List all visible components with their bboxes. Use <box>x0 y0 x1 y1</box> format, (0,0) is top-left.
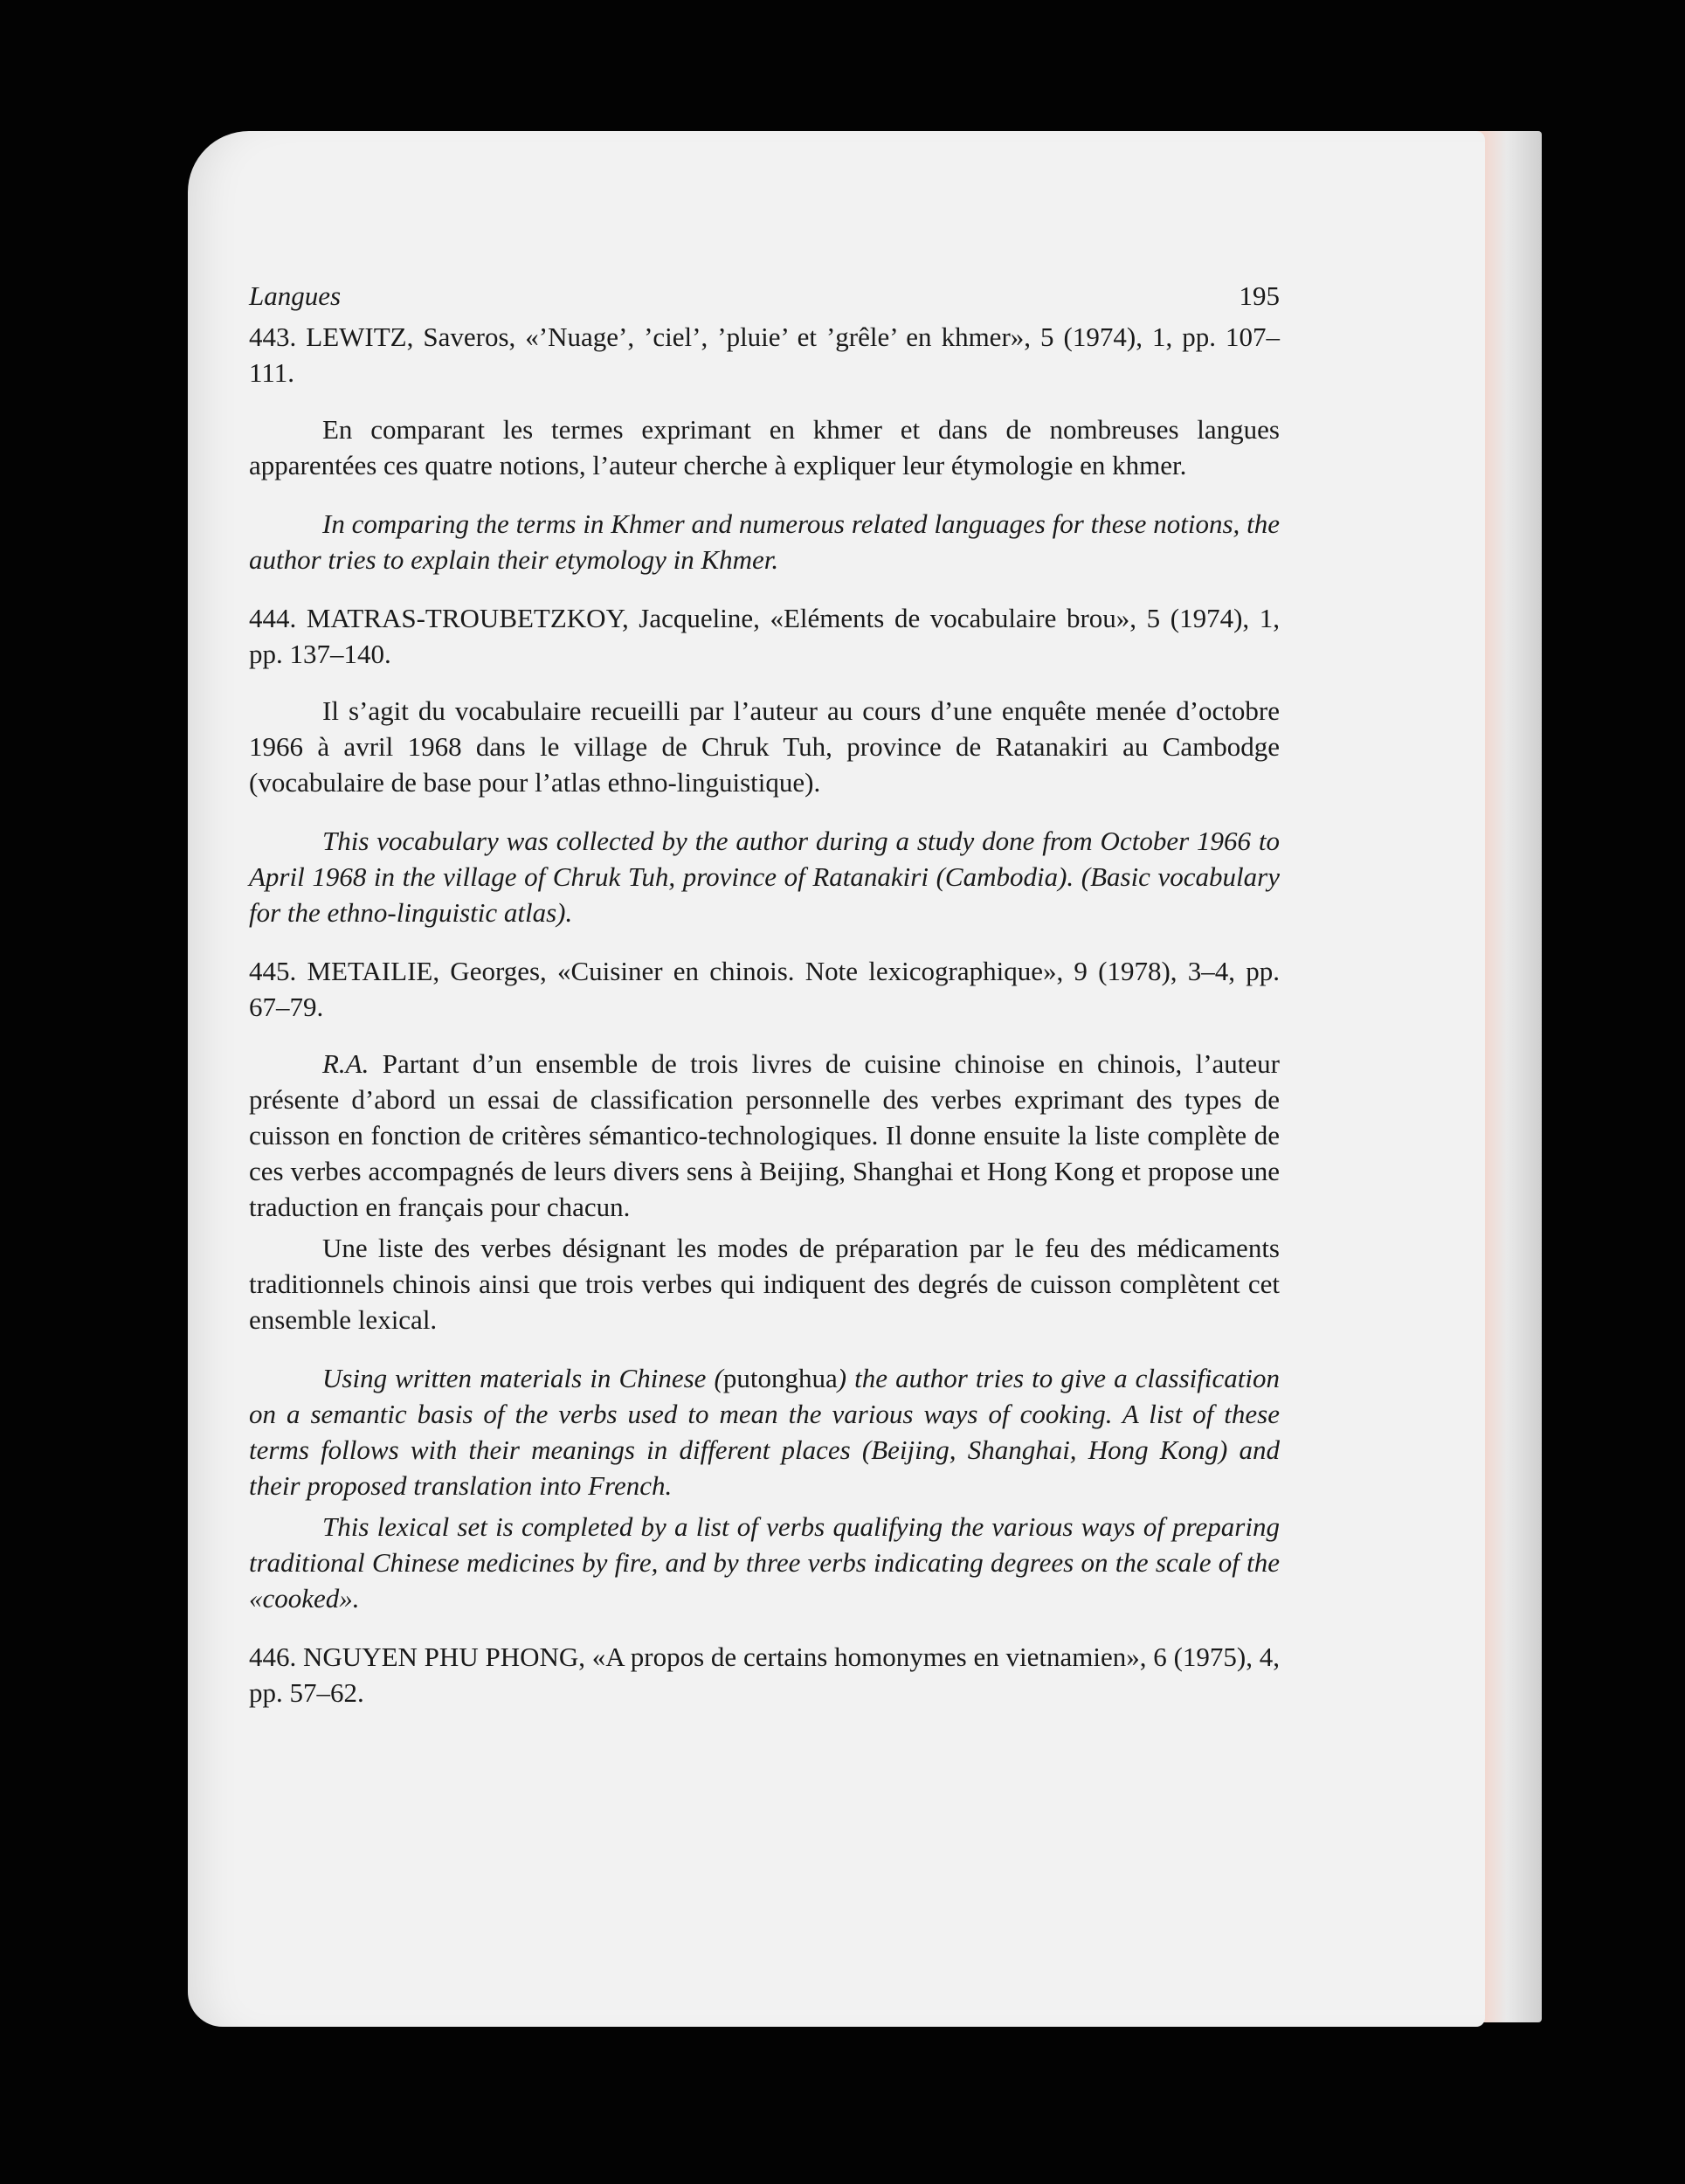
french-summary <box>249 1046 1280 1225</box>
entry-heading: 445. METAILIE, Georges, «Cuisiner en chinois. Note lexicographique», 9 (1978), 3–4, pp. 67–79. <box>249 956 1280 1022</box>
english-summary-continued: This lexical set is completed by a list of verbs qualifying the various ways of preparing traditional Chinese medicines by fire, and by three verbs indicating degrees on the scale of the «cooked». <box>249 1511 1280 1614</box>
english-summary-part: ) the author tries to give a classification on a semantic basis of the verbs used to mean the various ways of cooking. A list of these terms follows with their meanings in different places (Beijing, Shanghai, Hong Kong) and their proposed translation into French. <box>249 1363 1280 1501</box>
running-head <box>249 278 1280 314</box>
english-summary: In comparing the terms in Khmer and numerous related languages for these notions, the author tries to explain their etymology in Khmer. <box>249 508 1280 575</box>
section-title: Langues <box>249 280 342 311</box>
page-content <box>249 278 1280 1731</box>
abbreviation: R.A. <box>322 1048 369 1079</box>
english-summary <box>249 1360 1280 1503</box>
english-summary: This vocabulary was collected by the author during a study done from October 1966 to April 1968 in the village of Chruk Tuh, province of Ratanakiri (Cambodia). (Basic vocabulary for the ethno-linguistic atlas). <box>249 826 1280 928</box>
french-summary: En comparant les termes exprimant en khmer et dans de nombreuses langues apparentées ces quatre notions, l’auteur cherche à expliquer leur étymologie en khmer. <box>249 414 1280 480</box>
page-number: 195 <box>1239 280 1280 311</box>
entry-heading: 444. MATRAS-TROUBETZKOY, Jacqueline, «Eléments de vocabulaire brou», 5 (1974), 1, pp. 137–140. <box>249 603 1280 669</box>
french-summary: Il s’agit du vocabulaire recueilli par l’auteur au cours d’une enquête menée d’octobre 1966 à avril 1968 dans le village de Chruk Tuh, province de Ratanakiri au Cambodge (vocabulaire de base pour l’atlas ethno-linguistique). <box>249 695 1280 798</box>
entry-heading: 443. LEWITZ, Saveros, «’Nuage’, ’ciel’, ’pluie’ et ’grêle’ en khmer», 5 (1974), 1, pp. 107–111. <box>249 321 1280 388</box>
french-summary-text: Partant d’un ensemble de trois livres de cuisine chinoise en chinois, l’auteur présente d’abord un essai de classification personnelle des verbes exprimant des types de cuisson en fonction de critères sémantico-technologiques. Il donne ensuite la liste complète de ces verbes accompagnés de leurs divers sens à Beijing, Shanghai et Hong Kong et propose une traduction en français pour chacun. <box>249 1048 1280 1222</box>
chinese-term: putonghua <box>722 1363 838 1393</box>
entry-heading: 446. NGUYEN PHU PHONG, «A propos de certains homonymes en vietnamien», 6 (1975), 4, pp. 57–62. <box>249 1641 1280 1708</box>
english-summary-part: Using written materials in Chinese ( <box>322 1363 723 1393</box>
french-summary-continued: Une liste des verbes désignant les modes de préparation par le feu des médicaments traditionnels chinois ainsi que trois verbes qui indiquent des degrés de cuisson complètent cet ensemble lexical. <box>249 1233 1280 1335</box>
